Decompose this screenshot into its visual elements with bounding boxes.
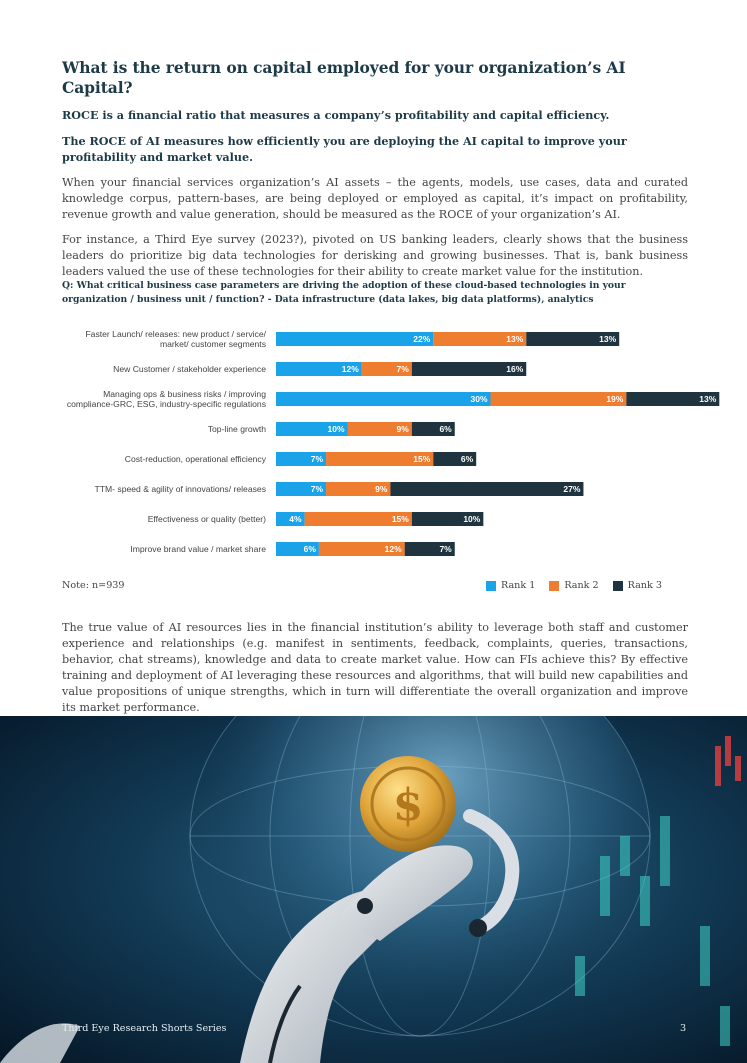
chart-note: Note: n=939 [62, 580, 125, 591]
body-paragraph-3: The true value of AI resources lies in the financial institution’s ability to leverage both staff and customer experience and relationships (e.g. manifest in sentiments, feedback, complaints, queries, transactions, behavior, chat streams), knowledge and data to create market value. How can FIs achieve this? By effective training and deployment of AI leveraging these resources and algorithms, that will build new capabilities and value propositions of unique strengths, which in turn will differentiate the overall organization and improve its market performance. [62, 621, 688, 714]
data-label-rank-2: 9% [375, 484, 388, 494]
hero-image-robot-hand-coin [0, 716, 747, 1063]
legend-label-rank-3: Rank 3 [627, 580, 662, 591]
chart-legend [486, 580, 662, 591]
category-label: Faster Launch/ releases: new product / service/ market/ customer segments [85, 329, 266, 349]
data-label-rank-1: 7% [310, 454, 324, 464]
stacked-bar-chart [0, 318, 747, 578]
category-label: Managing ops & business risks / improving compliance-GRC, ESG, industry-specific regulations [66, 389, 266, 409]
page-number: 3 [680, 1023, 687, 1034]
legend-item-rank-1 [486, 580, 535, 591]
dollar-sign-glyph: $ [392, 780, 424, 831]
data-label-rank-3: 6% [439, 424, 452, 434]
page-title: What is the return on capital employed for your organization’s AI Capital? [62, 58, 626, 98]
closing-section [62, 620, 688, 715]
data-label-rank-1: 22% [413, 334, 431, 344]
data-label-rank-1: 12% [341, 364, 359, 374]
bar-segment-rank-1 [276, 332, 433, 346]
category-label: Top-line growth [207, 424, 266, 434]
category-label: Improve brand value / market share [130, 544, 266, 554]
data-label-rank-3: 7% [439, 544, 452, 554]
dollar-coin-icon [360, 756, 456, 852]
legend-item-rank-2 [549, 580, 598, 591]
data-label-rank-1: 7% [310, 484, 324, 494]
hero-illustration [0, 716, 747, 1063]
data-label-rank-1: 4% [289, 514, 302, 524]
data-label-rank-3: 16% [506, 364, 524, 374]
legend-label-rank-2: Rank 2 [564, 580, 599, 591]
data-label-rank-3: 6% [460, 454, 474, 464]
bar-segment-rank-3 [390, 482, 583, 496]
body-paragraph-1: When your financial services organization’s AI assets – the agents, models, use cases, data and curated knowledge corpus, pattern-bases, are being deployed or employed as capital, it’s impact on profitability, revenue growth and value generation, should be measured as the ROCE of your organization’s AI. [62, 176, 688, 221]
data-label-rank-2: 15% [391, 514, 409, 524]
data-label-rank-1: 30% [470, 394, 488, 404]
data-label-rank-1: 10% [327, 424, 345, 434]
data-label-rank-3: 27% [563, 484, 581, 494]
data-label-rank-2: 12% [384, 544, 402, 554]
category-label: Cost-reduction, operational efficiency [124, 454, 266, 464]
legend-swatch-rank-2 [549, 581, 559, 591]
data-label-rank-2: 7% [396, 364, 409, 374]
bar-segment-rank-1 [276, 392, 491, 406]
chart-question: Q: What critical business case parameters are driving the adoption of these cloud-based technologies in your organization / business unit / function? - Data infrastructure (data lakes, big data platforms), analytics [62, 280, 626, 305]
body-paragraph-2: For instance, a Third Eye survey (2023?), pivoted on US banking leaders, clearly shows that the business leaders do prioritize big data technologies for derisking and growing businesses. That is, bank business leaders valued the use of these technologies for their ability to create market value for the institution. [62, 232, 688, 278]
data-label-rank-3: 13% [599, 334, 617, 344]
legend-swatch-rank-3 [613, 581, 623, 591]
data-label-rank-1: 6% [303, 544, 316, 554]
category-label: New Customer / stakeholder experience [113, 364, 266, 374]
category-label: Effectiveness or quality (better) [147, 514, 266, 524]
data-label-rank-2: 15% [413, 454, 431, 464]
main-content [62, 58, 688, 279]
data-label-rank-2: 19% [606, 394, 624, 404]
lead-statement-roce: ROCE is a financial ratio that measures a company’s profitability and capital efficiency. [62, 108, 610, 123]
legend-label-rank-1: Rank 1 [501, 580, 536, 591]
data-label-rank-2: 13% [506, 334, 524, 344]
data-label-rank-3: 13% [699, 394, 717, 404]
lead-statement-roce-ai: The ROCE of AI measures how efficiently you are deploying the AI capital to improve your profitability and market value. [62, 134, 627, 165]
category-label: TTM- speed & agility of innovations/ releases [94, 484, 266, 494]
data-label-rank-3: 10% [463, 514, 481, 524]
data-label-rank-2: 9% [396, 424, 409, 434]
legend-swatch-rank-1 [486, 581, 496, 591]
footer-series-name: Third Eye Research Shorts Series [62, 1023, 227, 1034]
legend-item-rank-3 [613, 580, 662, 591]
